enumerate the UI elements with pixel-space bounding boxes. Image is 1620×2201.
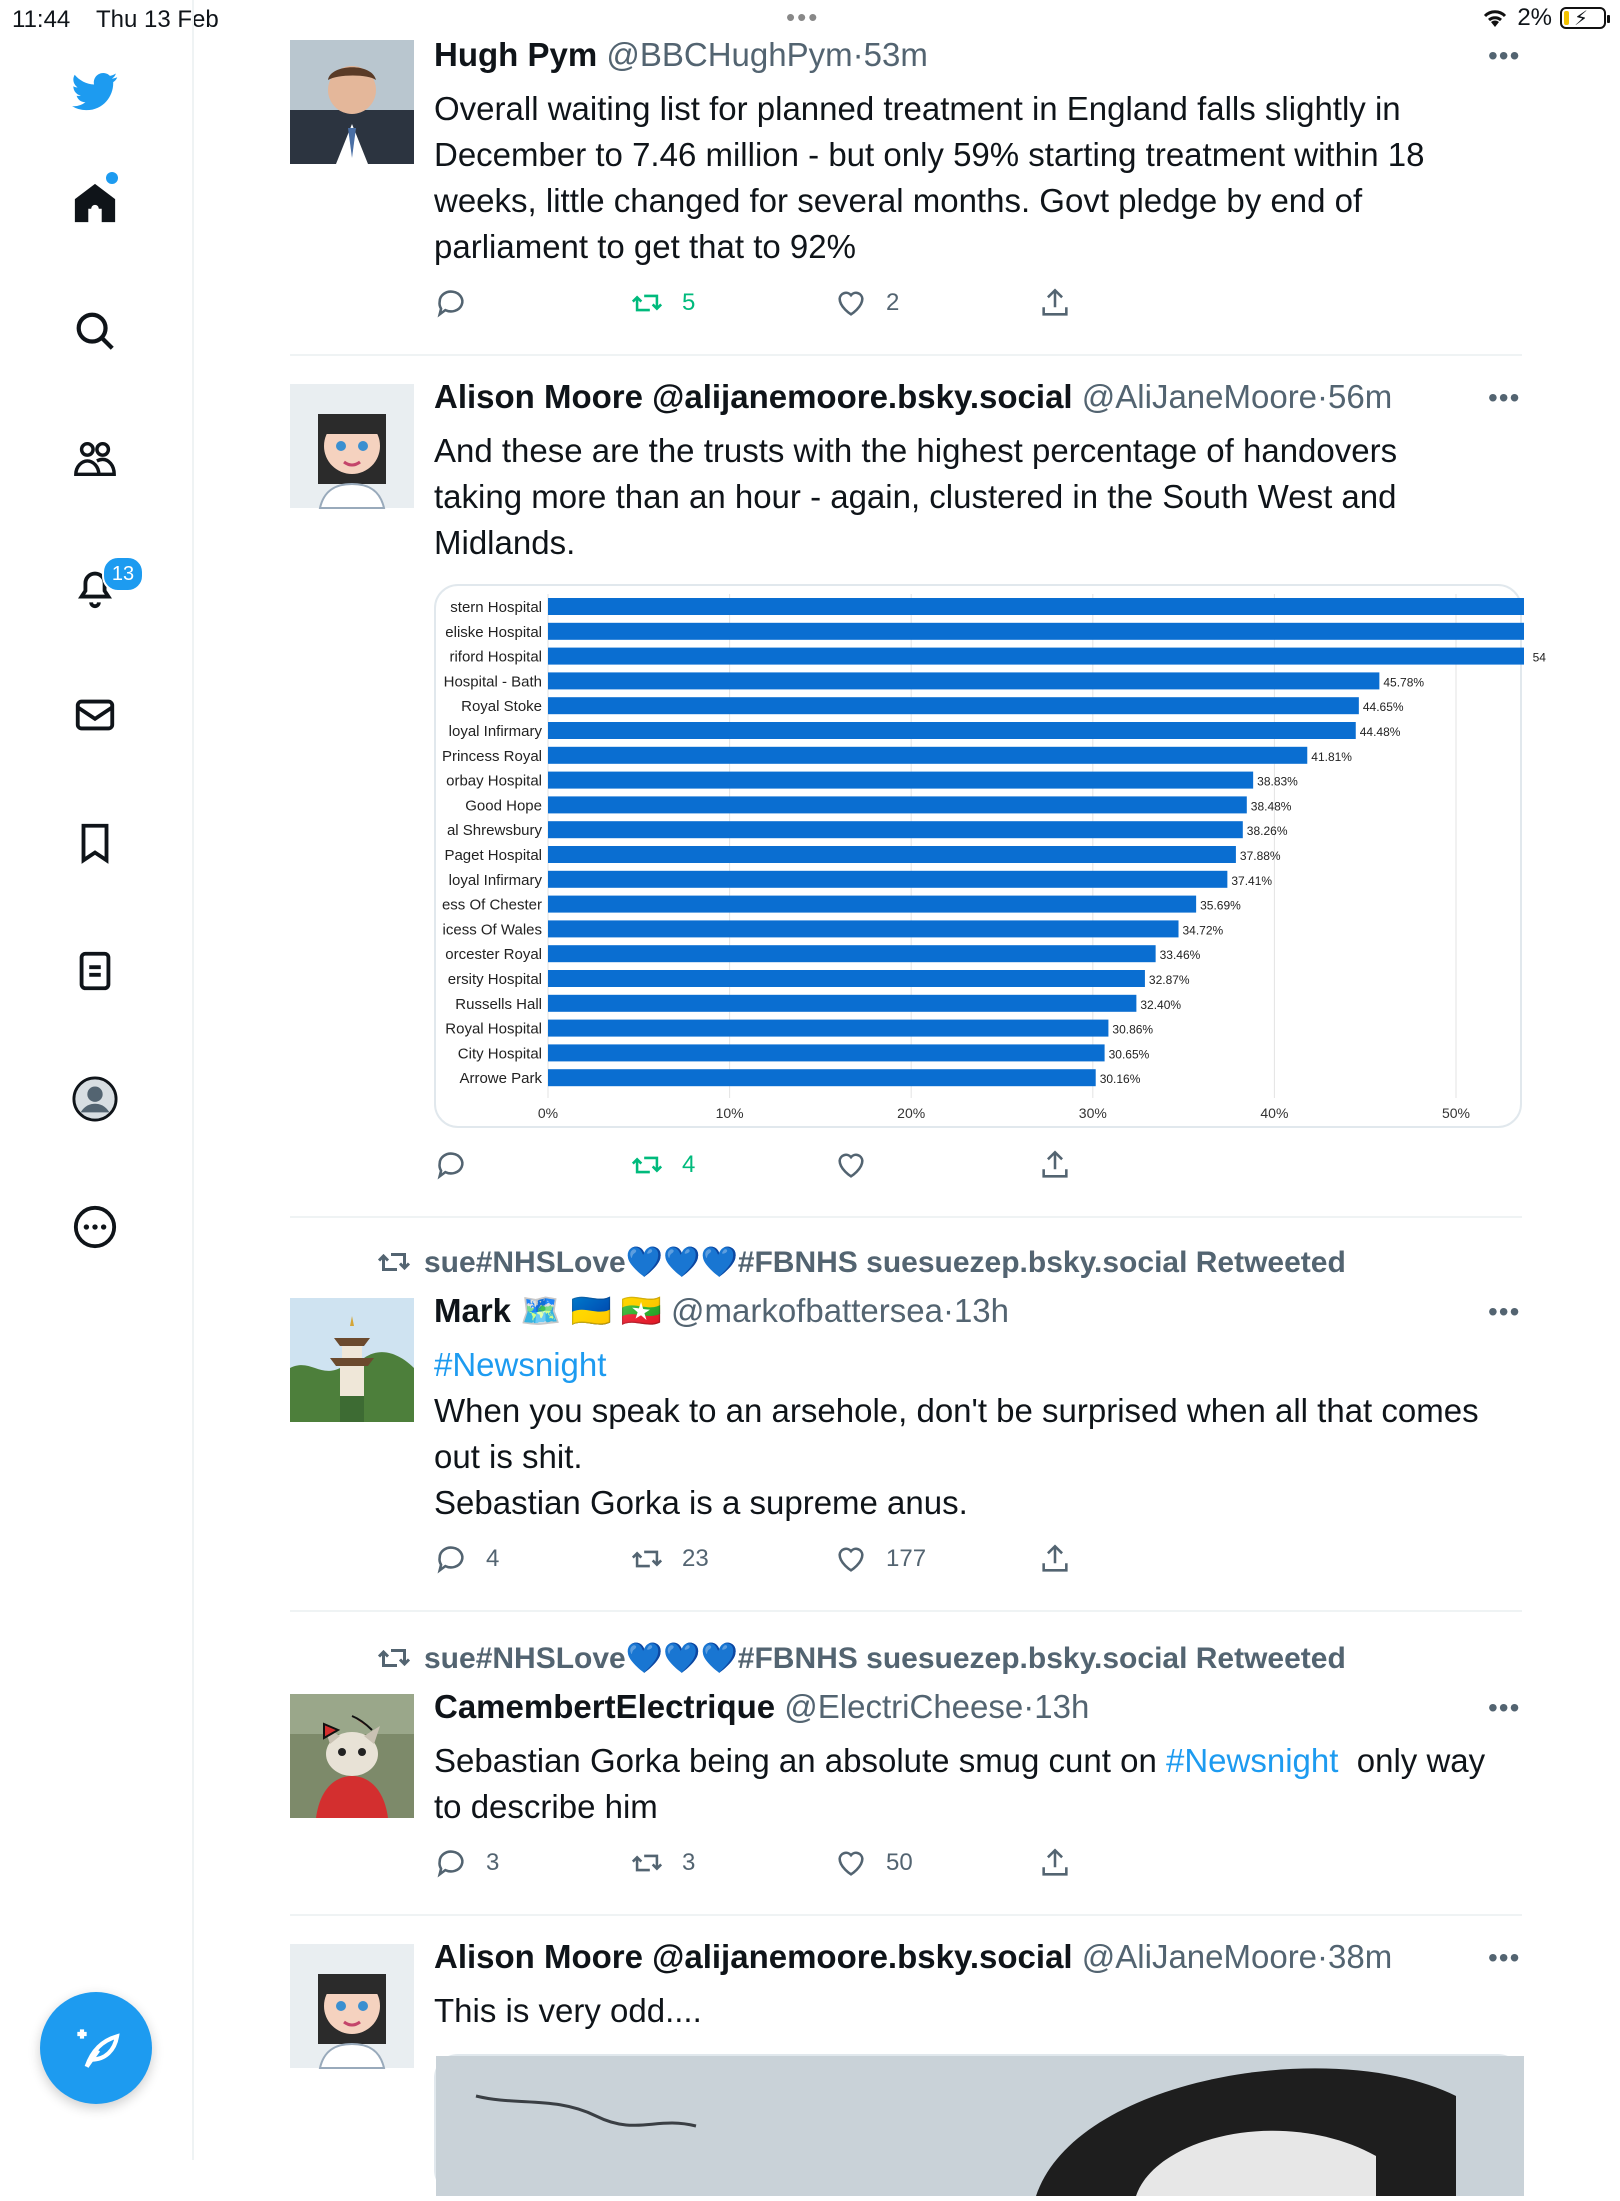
divider (290, 354, 1522, 356)
tweet-header (434, 36, 928, 74)
chart-bar (548, 772, 1253, 789)
chart-bar (548, 598, 1524, 615)
like-button[interactable] (834, 286, 899, 320)
chart-bar (548, 722, 1356, 739)
multitasking-dots-icon[interactable]: ••• (786, 2, 820, 32)
chart-category-label: icess Of Wales (442, 921, 542, 939)
retweet-count: 5 (682, 289, 696, 316)
tweet-line: December to 7.46 million - but only 59% starting treatment within 18 (434, 136, 1425, 173)
chart-category-label: Princess Royal (441, 747, 542, 765)
tweet-header (434, 1938, 1392, 1976)
tweet-time[interactable]: 13h (1034, 1688, 1090, 1725)
chart-bar (548, 697, 1359, 714)
tweet-line: to describe him (434, 1788, 658, 1825)
chart-category-label: Hospital - Bath (443, 673, 542, 691)
avatar-camembert-electrique[interactable] (290, 1694, 414, 1818)
share-icon (1038, 1542, 1072, 1576)
tweet-line: taking more than an hour - again, clustered in the South West and (434, 478, 1397, 515)
tweet-more-icon[interactable]: ••• (1488, 382, 1521, 413)
separator: · (1317, 378, 1329, 415)
chart-bar (548, 821, 1243, 838)
like-count: 50 (886, 1849, 913, 1876)
handover-chart (436, 586, 1546, 1130)
tweet-more-icon[interactable]: ••• (1488, 1942, 1521, 1973)
compose-tweet-button[interactable] (40, 1992, 152, 2104)
chart-bar (548, 871, 1227, 888)
retweeted-by[interactable] (376, 1640, 1346, 1676)
heart-icon (834, 1846, 868, 1880)
notifications-badge: 13 (102, 556, 144, 592)
chart-category-label: Royal Hospital (445, 1020, 542, 1038)
chart-category-label: riford Hospital (449, 648, 542, 666)
chart-value-label: 38.83% (1257, 774, 1298, 789)
status-date: Thu 13 Feb (96, 6, 219, 33)
chart-category-label: Good Hope (465, 797, 542, 815)
retweet-button[interactable] (630, 1846, 695, 1880)
sidebar (0, 0, 194, 2160)
chart-bar (548, 747, 1307, 764)
tweet-line: parliament to get that to 92% (434, 228, 856, 265)
tweet-line: out is shit. (434, 1438, 583, 1475)
chart-category-label: Arrowe Park (459, 1070, 542, 1088)
chart-tick-label: 30% (1078, 1105, 1107, 1121)
chart-value-label: 45.78% (1383, 675, 1425, 690)
author-name[interactable]: Alison Moore @alijanemoore.bsky.social (434, 1938, 1073, 1975)
retweet-count: 3 (682, 1849, 696, 1876)
chart-category-label: City Hospital (457, 1045, 542, 1063)
retweet-count: 4 (682, 1151, 696, 1178)
tweet-text (434, 1342, 1524, 1526)
chart-tick-label: 50% (1441, 1105, 1471, 1121)
chart-bar (548, 672, 1379, 689)
chart-bar (548, 796, 1247, 813)
avatar-mark[interactable] (290, 1298, 414, 1422)
chart-value-label: 32.87% (1148, 973, 1190, 987)
chart-value-label: 54 (1532, 650, 1546, 665)
tweet-line: weeks, little changed for several months. Govt pledge by end of (434, 182, 1363, 219)
chart-tick-label: 0% (537, 1105, 559, 1121)
reply-button[interactable] (434, 1148, 486, 1182)
chart-category-label: Royal Stoke (461, 698, 542, 716)
hashtag-link[interactable]: #Newsnight (434, 1346, 607, 1383)
tweet-text (434, 86, 1524, 270)
chart-value-label: 37.88% (1239, 849, 1281, 863)
author-handle[interactable]: @AliJaneMoore (1081, 1938, 1318, 1975)
chart-category-label: ersity Hospital (447, 971, 542, 988)
retweeted-by[interactable] (376, 1244, 1346, 1280)
chart-card[interactable] (434, 584, 1546, 1128)
retweet-icon (630, 1148, 664, 1182)
separator: · (942, 1292, 954, 1329)
chart-category-label: Paget Hospital (444, 847, 542, 864)
status-time: 11:44 (12, 6, 71, 33)
tweet-line: And these are the trusts with the highest percentage of handovers (434, 432, 1398, 469)
avatar-alison-moore[interactable] (290, 1944, 414, 2068)
like-button[interactable] (834, 1846, 913, 1880)
chart-bar (548, 945, 1156, 962)
chart-category-label: ess Of Chester (441, 896, 542, 914)
tweet-actions (434, 286, 1114, 326)
share-button[interactable] (1038, 1846, 1072, 1880)
chart-value-label: 30.16% (1099, 1072, 1141, 1087)
share-icon (1038, 1148, 1072, 1182)
like-count: 177 (886, 1545, 927, 1572)
chart-value-label: 35.69% (1200, 898, 1241, 913)
more-options-icon[interactable] (64, 1196, 126, 1258)
chart-tick-label: 20% (897, 1105, 926, 1121)
tweet-text (434, 1988, 1524, 2034)
retweet-button[interactable] (630, 1542, 709, 1576)
tweet-time[interactable]: 53m (863, 36, 928, 73)
chart-category-label: loyal Infirmary (448, 871, 542, 889)
profile-icon[interactable] (64, 1068, 126, 1130)
search-icon[interactable] (64, 300, 126, 362)
reply-button[interactable] (434, 1846, 499, 1880)
chart-value-label: 44.65% (1362, 700, 1404, 715)
reply-icon (434, 1846, 468, 1880)
wifi-icon (1481, 7, 1509, 29)
author-name[interactable]: Hugh Pym (434, 36, 598, 73)
chart-category-label: stern Hospital (450, 599, 542, 616)
reply-button[interactable] (434, 286, 486, 320)
tweet-media-image[interactable] (434, 2054, 1522, 2194)
retweet-count: 23 (682, 1545, 709, 1572)
home-unread-dot (106, 172, 118, 184)
share-button[interactable] (1038, 1542, 1072, 1576)
status-right (1481, 4, 1606, 32)
tweet-line: This is very odd.... (434, 1992, 702, 2029)
communities-icon[interactable] (64, 428, 126, 490)
author-name[interactable]: CamembertElectrique (434, 1688, 776, 1725)
separator: · (1023, 1688, 1035, 1725)
chart-bar (548, 623, 1524, 640)
tweet-actions (434, 1846, 1114, 1886)
like-button[interactable] (834, 1148, 886, 1182)
author-name[interactable]: Mark 🗺️ 🇺🇦 🇲🇲 (434, 1292, 662, 1329)
chart-bar (548, 995, 1136, 1012)
author-handle[interactable]: @AliJaneMoore (1081, 378, 1318, 415)
avatar-alison-moore[interactable] (290, 384, 414, 508)
share-button[interactable] (1038, 1148, 1072, 1182)
reply-button[interactable] (434, 1542, 499, 1576)
chart-bar (548, 1069, 1096, 1086)
chart-category-label: loyal Infirmary (448, 723, 542, 740)
chart-value-label: 38.48% (1250, 799, 1292, 814)
tweet-line: Overall waiting list for planned treatment in England falls slightly in (434, 90, 1401, 127)
chart-bar (548, 896, 1196, 913)
like-count: 2 (886, 289, 900, 316)
chart-category-label: eliske Hospital (445, 623, 542, 641)
messages-icon[interactable] (64, 684, 126, 746)
tweet-actions (434, 1542, 1114, 1582)
reply-icon (434, 1148, 468, 1182)
chart-category-label: al Shrewsbury (446, 822, 542, 840)
chart-value-label: 41.81% (1311, 749, 1352, 764)
twitter-logo-icon[interactable] (64, 60, 126, 122)
chart-bar (548, 970, 1145, 987)
chart-value-label: 32.40% (1140, 997, 1182, 1012)
share-button[interactable] (1038, 286, 1072, 320)
tweet-text (434, 428, 1524, 566)
divider (290, 1914, 1522, 1916)
chart-value-label: 44.48% (1359, 725, 1401, 739)
retweet-icon (630, 1846, 664, 1880)
retweet-icon (376, 1640, 412, 1676)
chart-value-label: 33.46% (1159, 948, 1201, 963)
status-bar (0, 0, 1620, 40)
chart-bar (548, 1044, 1105, 1061)
chart-tick-label: 10% (715, 1105, 744, 1121)
tweet-line: Midlands. (434, 524, 576, 561)
author-handle[interactable]: @BBCHughPym (606, 36, 853, 73)
tweet-text (434, 1738, 1524, 1830)
tweet-time[interactable]: 56m (1328, 378, 1393, 415)
heart-icon (834, 1148, 868, 1182)
reply-icon (434, 1542, 468, 1576)
tweet-line: Sebastian Gorka is a supreme anus. (434, 1484, 968, 1521)
chart-value-label: 34.72% (1182, 923, 1224, 938)
author-name[interactable]: Alison Moore @alijanemoore.bsky.social (434, 378, 1073, 415)
retweet-icon (376, 1244, 412, 1280)
heart-icon (834, 1542, 868, 1576)
chart-bar (548, 648, 1524, 665)
author-handle[interactable]: @ElectriCheese (784, 1688, 1024, 1725)
tweet-line: only way (1338, 1742, 1486, 1779)
tweet-more-icon[interactable]: ••• (1488, 1296, 1521, 1327)
separator: · (852, 36, 864, 73)
tweet-actions (434, 1148, 1114, 1188)
hashtag-link[interactable]: #Newsnight (1165, 1742, 1339, 1779)
tweet-header (434, 1292, 1009, 1331)
tweet-more-icon[interactable]: ••• (1488, 40, 1521, 71)
reply-icon (434, 286, 468, 320)
compose-feather-icon (68, 2020, 124, 2076)
tweet-more-icon[interactable]: ••• (1488, 1692, 1521, 1723)
retweet-icon (630, 1542, 664, 1576)
retweeted-by-text: sue#NHSLove💙💙💙#FBNHS suesuezep.bsky.social Retweeted (424, 1641, 1346, 1675)
chart-category-label: orbay Hospital (446, 772, 542, 790)
share-icon (1038, 286, 1072, 320)
heart-icon (834, 286, 868, 320)
chart-bar (548, 920, 1179, 937)
tweet-line: When you speak to an arsehole, don't be surprised when all that comes (434, 1392, 1479, 1429)
retweet-button[interactable] (630, 286, 695, 320)
tweet-header (434, 1688, 1089, 1726)
like-button[interactable] (834, 1542, 926, 1576)
chart-bar (548, 846, 1236, 863)
tweet-time[interactable]: 38m (1328, 1938, 1393, 1975)
chart-bar (548, 1020, 1108, 1037)
chart-category-label: Russells Hall (455, 995, 542, 1013)
author-handle[interactable]: @markofbattersea (670, 1292, 943, 1329)
chart-category-label: orcester Royal (445, 946, 542, 964)
bookmarks-icon[interactable] (64, 812, 126, 874)
retweet-button[interactable] (630, 1148, 695, 1182)
lists-icon[interactable] (64, 940, 126, 1002)
reply-count: 3 (486, 1849, 500, 1876)
chart-value-label: 38.26% (1246, 824, 1288, 839)
battery-icon: ⚡ (1560, 7, 1606, 29)
battery-percent: 2% (1517, 4, 1552, 31)
avatar-hugh-pym[interactable] (290, 40, 414, 164)
retweeted-by-text: sue#NHSLove💙💙💙#FBNHS suesuezep.bsky.social Retweeted (424, 1245, 1346, 1279)
retweet-icon (630, 286, 664, 320)
chart-value-label: 30.65% (1108, 1047, 1150, 1062)
tweet-time[interactable]: 13h (953, 1292, 1009, 1329)
chart-value-label: 37.41% (1231, 873, 1273, 888)
separator: · (1317, 1938, 1329, 1975)
divider (290, 1216, 1522, 1218)
divider (290, 1610, 1522, 1612)
reply-count: 4 (486, 1545, 500, 1572)
tweet-header (434, 378, 1392, 416)
tweet-line: Sebastian Gorka being an absolute smug cunt on (434, 1742, 1166, 1779)
chart-value-label: 30.86% (1112, 1022, 1154, 1037)
share-icon (1038, 1846, 1072, 1880)
chart-tick-label: 40% (1260, 1105, 1289, 1121)
